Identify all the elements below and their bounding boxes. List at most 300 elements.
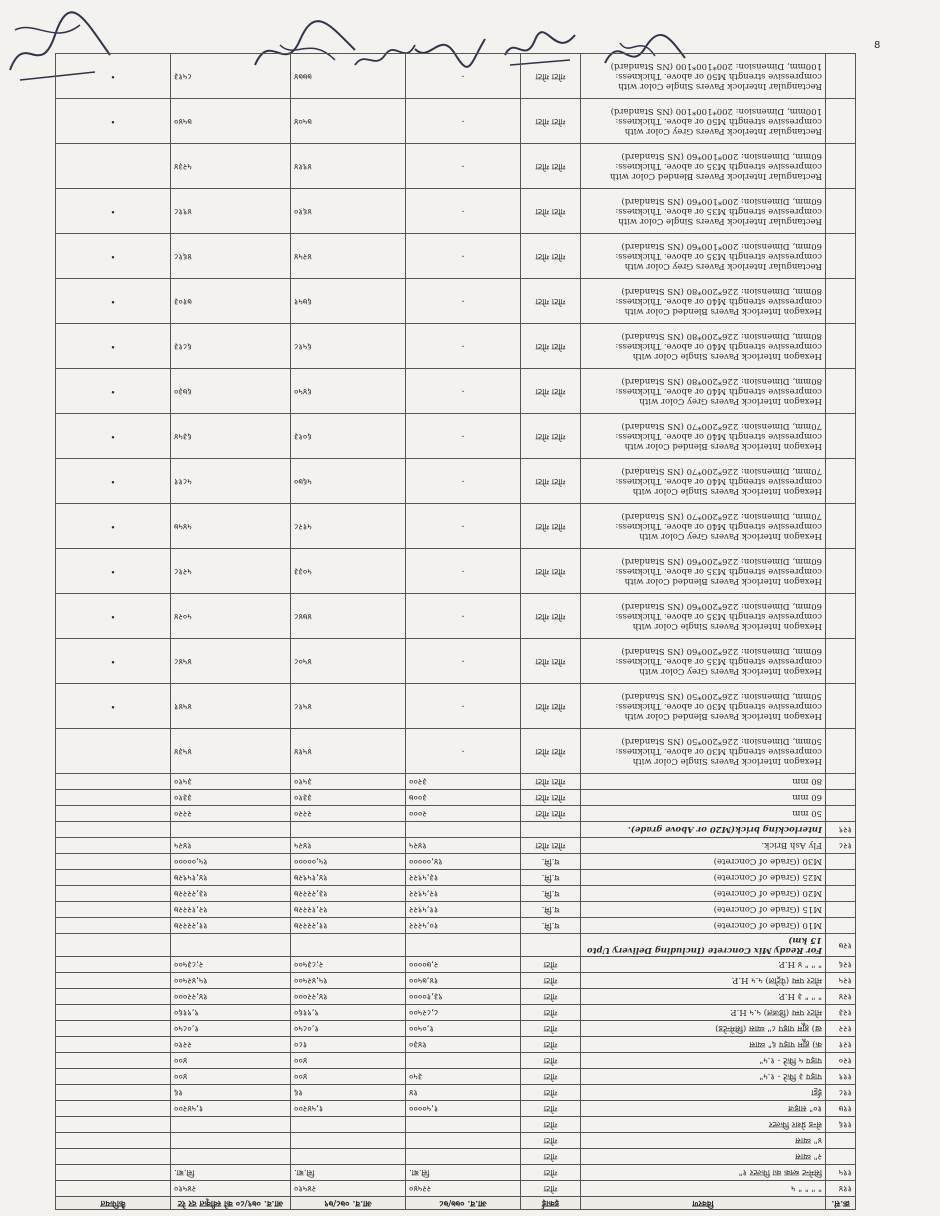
row-rate-2: २४५१० (291, 1180, 406, 1196)
table-row (56, 1148, 856, 1164)
row-rate-3: २२२० (171, 805, 291, 821)
row-desc: मोटर पम्प (डिजल) ५.५ H.P. (581, 1004, 826, 1020)
row-sn (826, 853, 856, 869)
row-unit: गोटा (521, 1132, 581, 1148)
row-rate-1: १३,५९२२ (406, 869, 521, 885)
row-desc: सेन्ड प्रेशर फिल्टर (581, 1116, 826, 1132)
row-rate-1: - (406, 98, 521, 143)
row-rate-3: ३५१० (171, 773, 291, 789)
table-row (56, 773, 856, 789)
row-sn (826, 917, 856, 933)
row-unit: गोटा गोटा (521, 368, 581, 413)
row-unit: घ.मि. (521, 917, 581, 933)
table-row (56, 837, 856, 853)
row-remarks: • (56, 503, 171, 548)
row-unit: गोटा गोटा (521, 837, 581, 853)
row-desc: " " " " ५ (581, 1180, 826, 1196)
row-unit: गोटा गोटा (521, 683, 581, 728)
row-sn: १२४ (826, 988, 856, 1004)
row-unit: गोटा (521, 1068, 581, 1084)
row-unit: गोटा गोटा (521, 593, 581, 638)
row-sn: १२३ (826, 1004, 856, 1020)
row-rate-1: - (406, 683, 521, 728)
row-desc: ईट्टा (581, 1084, 826, 1100)
row-desc: Rectangular Interlock Pavers Single Color with compressive strength M50 or above. Thickness: 100mm, Dimension: 200*100*100 (NS Standard) (581, 53, 826, 98)
row-remarks: • (56, 323, 171, 368)
row-sn (826, 413, 856, 458)
row-remarks (56, 1020, 171, 1036)
row-rate-2: ५६७० (291, 458, 406, 503)
row-desc: Hexagon Interlock Pavers Single Color with compressive strength M40 or above. Thickness: 70mm, Dimension: 226*200*70 (NS Standard) (581, 458, 826, 503)
row-rate-1: - (406, 188, 521, 233)
row-remarks (56, 1148, 171, 1164)
row-sn (826, 98, 856, 143)
row-remarks (56, 885, 171, 901)
row-rate-3 (171, 821, 291, 837)
row-rate-3: ५०२४ (171, 593, 291, 638)
rate-table-rotated (56, 60, 856, 1210)
row-remarks: • (56, 368, 171, 413)
row-rate-1 (406, 933, 521, 956)
row-remarks (56, 853, 171, 869)
row-rate-1: ९३,१०००० (406, 988, 521, 1004)
row-unit: घ.मि. (521, 869, 581, 885)
table-row (56, 1084, 856, 1100)
row-desc: क) ह्यूम पाइप ६" व्यास (581, 1036, 826, 1052)
row-unit (521, 933, 581, 956)
row-rate-3: ४५४१ (171, 683, 291, 728)
row-desc: २" व्यास (581, 1148, 826, 1164)
row-rate-3: ५२३४ (171, 143, 291, 188)
row-remarks (56, 1068, 171, 1084)
row-rate-1: २२५४० (406, 1180, 521, 1196)
row-remarks (56, 869, 171, 885)
table-row (56, 933, 856, 956)
row-rate-2: सि.बा. (291, 1164, 406, 1180)
row-rate-2: १५,००००० (291, 853, 406, 869)
row-sn (826, 188, 856, 233)
row-desc: पाइप ५ फिटे - १.५" (581, 1052, 826, 1068)
row-unit: घ.मि. (521, 901, 581, 917)
row-sn (826, 901, 856, 917)
row-sn: १२५ (826, 972, 856, 988)
row-rate-2 (291, 821, 406, 837)
paver-row (56, 143, 856, 188)
row-rate-1: १४,७५०० (406, 972, 521, 988)
table-row (56, 853, 856, 869)
row-remarks (56, 728, 171, 773)
row-rate-1: १,५०००० (406, 1100, 521, 1116)
row-sn (826, 503, 856, 548)
row-sn: ११६ (826, 1116, 856, 1132)
row-desc: Rectangular Interlock Pavers Grey Color with compressive strength M50 or above. Thickness: 100mm, Dimension: 200*100*100 (NS Standard) (581, 98, 826, 143)
row-rate-1: १४ (406, 1084, 521, 1100)
row-remarks (56, 917, 171, 933)
row-rate-2: २२२० (291, 805, 406, 821)
row-rate-2 (291, 1132, 406, 1148)
row-unit: गोटा (521, 1052, 581, 1068)
row-unit: गोटा गोटा (521, 143, 581, 188)
table-row (56, 1116, 856, 1132)
row-rate-2 (291, 1148, 406, 1164)
row-rate-1: १४,००००० (406, 853, 521, 869)
row-rate-2: ९,९१६० (291, 1004, 406, 1020)
paver-row (56, 278, 856, 323)
row-rate-1: १४३० (406, 1036, 521, 1052)
row-rate-2: ३५१० (291, 773, 406, 789)
row-sn: १२८ (826, 837, 856, 853)
row-rate-3: ४६१८ (171, 233, 291, 278)
row-rate-3: ४०० (171, 1068, 291, 1084)
row-rate-3: ७५४० (171, 98, 291, 143)
row-rate-2: ११,२२२२७ (291, 917, 406, 933)
row-remarks: • (56, 98, 171, 143)
row-rate-2: १५,४२५०० (291, 972, 406, 988)
row-rate-3: १४,१५९२७ (171, 869, 291, 885)
row-desc: 60 mm (581, 789, 826, 805)
row-rate-3: १५,४२५०० (171, 972, 291, 988)
row-desc: M20 (Grade of Concrete) (581, 885, 826, 901)
paver-row (56, 458, 856, 503)
row-unit: गोटा (521, 988, 581, 1004)
row-rate-3 (171, 1132, 291, 1148)
row-desc: पाइप ३ फिटे - १.५" (581, 1068, 826, 1084)
row-desc: M10 (Grade of Concrete) (581, 917, 826, 933)
table-row (56, 1180, 856, 1196)
row-desc: Hexagon Interlock Pavers Blended Color with compressive strength M30 or above. Thickness: 50mm, Dimension: 226*200*50 (NS Standard) (581, 683, 826, 728)
row-desc: ४" व्यास (581, 1132, 826, 1148)
row-rate-2: ४५१४ (291, 728, 406, 773)
paver-row (56, 728, 856, 773)
row-unit: गोटा गोटा (521, 98, 581, 143)
row-rate-1: - (406, 638, 521, 683)
row-rate-2: १६ (291, 1084, 406, 1100)
row-desc: Hexagon Interlock Pavers Single Color with compressive strength M35 or above. Thickness: 60mm, Dimension: 226*200*60 (NS Standard) (581, 593, 826, 638)
row-rate-2: ४५०८ (291, 638, 406, 683)
row-remarks (56, 1116, 171, 1132)
row-unit: गोटा गोटा (521, 503, 581, 548)
row-sn (826, 53, 856, 98)
row-rate-3 (171, 1116, 291, 1132)
row-remarks (56, 805, 171, 821)
row-rate-1: १,०५०० (406, 1020, 521, 1036)
header-remarks: कैफियत (56, 1196, 171, 1209)
row-remarks (56, 789, 171, 805)
row-remarks (56, 988, 171, 1004)
row-unit: गोटा गोटा (521, 805, 581, 821)
row-rate-1: - (406, 593, 521, 638)
row-unit: गोटा गोटा (521, 458, 581, 503)
paver-row (56, 98, 856, 143)
row-rate-1 (406, 1052, 521, 1068)
row-rate-3: १६ (171, 1084, 291, 1100)
row-unit: गोटा गोटा (521, 728, 581, 773)
row-rate-1: - (406, 728, 521, 773)
row-unit: घ.मि. (521, 853, 581, 869)
row-desc: Rectangular Interlock Pavers Blended Color with compressive strength M35 or above. Thickness: 60mm, Dimension: 200*100*60 (NS Standard) (581, 143, 826, 188)
table-row (56, 917, 856, 933)
row-unit: गोटा (521, 1100, 581, 1116)
paver-row (56, 638, 856, 683)
row-rate-1: ११,५९२२ (406, 901, 521, 917)
row-rate-1: २,७०००० (406, 956, 521, 972)
row-rate-1: - (406, 458, 521, 503)
row-rate-1: - (406, 368, 521, 413)
row-rate-2: ६५१८ (291, 323, 406, 368)
row-sn (826, 278, 856, 323)
row-sn (826, 869, 856, 885)
row-rate-3: ५४५७ (171, 503, 291, 548)
row-unit: गोटा गोटा (521, 233, 581, 278)
row-desc: M25 (Grade of Concrete) (581, 869, 826, 885)
row-sn: १२२ (826, 1020, 856, 1036)
row-remarks (56, 1164, 171, 1180)
row-sn (826, 789, 856, 805)
row-rate-2: १,५४२०० (291, 1100, 406, 1116)
row-rate-3: ५८११ (171, 458, 291, 503)
row-desc: Hexagon Interlock Pavers Blended Color with compressive strength M40 or above. Thickness: 70mm, Dimension: 226*200*70 (NS Standard) (581, 413, 826, 458)
row-remarks (56, 1036, 171, 1052)
row-rate-1: ८,८२५०० (406, 1004, 521, 1020)
row-rate-2: ५०३३ (291, 548, 406, 593)
row-desc: Fly Ash Brick. (581, 837, 826, 853)
row-remarks: • (56, 593, 171, 638)
row-rate-2: ६०१३ (291, 413, 406, 458)
row-unit: गोटा गोटा (521, 53, 581, 98)
row-rate-3: १५,००००० (171, 853, 291, 869)
row-rate-3: १,५४२०० (171, 1100, 291, 1116)
row-remarks (56, 773, 171, 789)
row-sn (826, 885, 856, 901)
row-rate-3: १४२५ (171, 837, 291, 853)
row-sn (826, 1148, 856, 1164)
row-remarks: • (56, 233, 171, 278)
row-desc: M15 (Grade of Concrete) (581, 901, 826, 917)
row-desc: " " " ४ H.P. (581, 956, 826, 972)
table-row (56, 1132, 856, 1148)
table-header-row (56, 1196, 856, 1209)
row-desc: Hexagon Interlock Pavers Blended Color with compressive strength M35 or above. Thickness: 60mm, Dimension: 226*200*60 (NS Standard) (581, 548, 826, 593)
table-row (56, 1004, 856, 1020)
row-rate-3: १,०८५० (171, 1020, 291, 1036)
row-unit: घ.मि. (521, 885, 581, 901)
row-rate-1 (406, 1148, 521, 1164)
table-row (56, 1100, 856, 1116)
row-rate-3: ६३५४ (171, 413, 291, 458)
row-rate-2: ४०० (291, 1068, 406, 1084)
row-rate-3: ३३१० (171, 789, 291, 805)
row-unit: गोटा गोटा (521, 638, 581, 683)
row-rate-3: ५२१८ (171, 548, 291, 593)
row-rate-3: ६८१३ (171, 323, 291, 368)
table-body (56, 53, 856, 1196)
page-number: 8 (874, 40, 881, 51)
row-remarks (56, 1132, 171, 1148)
row-rate-3: ११,२२२२७ (171, 917, 291, 933)
table-row (56, 869, 856, 885)
row-rate-1: ३५० (406, 1068, 521, 1084)
row-remarks (56, 821, 171, 837)
row-sn (826, 1132, 856, 1148)
row-unit: गोटा (521, 956, 581, 972)
row-unit: गोटा गोटा (521, 323, 581, 368)
row-rate-1: - (406, 323, 521, 368)
paver-row (56, 323, 856, 368)
row-sn: १२१ (826, 1036, 856, 1052)
row-unit: गोटा (521, 1020, 581, 1036)
row-rate-2: १,०८५० (291, 1020, 406, 1036)
row-unit: गोटा गोटा (521, 773, 581, 789)
paver-row (56, 683, 856, 728)
row-rate-1 (406, 1132, 521, 1148)
row-desc: Hexagon Interlock Pavers Single Color with compressive strength M40 or above. Thickness: 80mm, Dimension: 226*200*80 (NS Standard) (581, 323, 826, 368)
row-sn: ११८ (826, 1084, 856, 1100)
row-rate-1: - (406, 548, 521, 593)
row-rate-2: ४७४८ (291, 593, 406, 638)
row-sn: ११७ (826, 1100, 856, 1116)
row-desc: Hexagon Interlock Pavers Single Color with compressive strength M30 or above. Thickness: 50mm, Dimension: 226*200*50 (NS Standard) (581, 728, 826, 773)
table-row (56, 1164, 856, 1180)
header-rate-1: आ.व. ०७७/७८ (406, 1196, 521, 1209)
row-unit: गोटा (521, 1148, 581, 1164)
row-sn (826, 773, 856, 789)
row-rate-1 (406, 821, 521, 837)
row-remarks (56, 901, 171, 917)
row-sn: १२६ (826, 956, 856, 972)
row-rate-1: २००० (406, 805, 521, 821)
header-desc: विवरण (581, 1196, 826, 1209)
row-rate-3: १३,२२२२७ (171, 885, 291, 901)
row-rate-2: ४२५४ (291, 233, 406, 278)
row-rate-3: सि.बा. (171, 1164, 291, 1180)
row-desc: 50 mm (581, 805, 826, 821)
row-rate-2: २,८३५०० (291, 956, 406, 972)
row-unit: गोटा (521, 1084, 581, 1100)
row-rate-3 (171, 933, 291, 956)
row-desc: For Ready Mix Concrete (Including Delivery Upto 15 km) (581, 933, 826, 956)
row-remarks (56, 1100, 171, 1116)
row-unit: गोटा (521, 1004, 581, 1020)
row-rate-2: १४,१५९२७ (291, 869, 406, 885)
row-desc: Rectangular Interlock Pavers Grey Color with compressive strength M35 or above. Thickness: 60mm, Dimension: 200*100*60 (NS Standard) (581, 233, 826, 278)
row-rate-2: ३३१० (291, 789, 406, 805)
row-rate-1: - (406, 143, 521, 188)
row-rate-3: १२,१२२२७ (171, 901, 291, 917)
row-desc: सिमेन्ट ब्लक का फिल्टर १" (581, 1164, 826, 1180)
row-rate-3: ९,९१६० (171, 1004, 291, 1020)
row-unit: गोटा गोटा (521, 413, 581, 458)
row-rate-1: - (406, 503, 521, 548)
row-rate-3: २,८३५०० (171, 956, 291, 972)
paver-row (56, 233, 856, 278)
row-desc: ख) ह्यूम पाइप ८" व्यास (सिमेन्टेड) (581, 1020, 826, 1036)
row-rate-1: १०,५२२२ (406, 917, 521, 933)
row-rate-1: ३२०० (406, 773, 521, 789)
table-row (56, 885, 856, 901)
row-rate-1: - (406, 413, 521, 458)
row-sn: ११९ (826, 1068, 856, 1084)
table-row (56, 972, 856, 988)
row-rate-3 (171, 1148, 291, 1164)
paver-row (56, 593, 856, 638)
row-sn: १२० (826, 1052, 856, 1068)
row-remarks: • (56, 548, 171, 593)
row-rate-2 (291, 1116, 406, 1132)
row-remarks: • (56, 53, 171, 98)
row-remarks (56, 837, 171, 853)
table-row (56, 821, 856, 837)
row-unit (521, 821, 581, 837)
row-sn (826, 458, 856, 503)
paver-row (56, 548, 856, 593)
row-unit: गोटा (521, 1164, 581, 1180)
row-desc: Rectangular Interlock Pavers Single Color with compressive strength M35 or above. Thickness: 60mm, Dimension: 200*100*60 (NS Standard) (581, 188, 826, 233)
row-unit: गोटा गोटा (521, 278, 581, 323)
table-row (56, 789, 856, 805)
row-remarks (56, 143, 171, 188)
row-sn (826, 593, 856, 638)
row-sn (826, 683, 856, 728)
row-rate-2: ४०० (291, 1052, 406, 1068)
table-row (56, 901, 856, 917)
row-unit: गोटा (521, 1180, 581, 1196)
row-sn: ११५ (826, 1164, 856, 1180)
row-rate-2: ४९१४ (291, 143, 406, 188)
row-sn (826, 638, 856, 683)
row-rate-2: १४,२२००० (291, 988, 406, 1004)
row-desc: Hexagon Interlock Pavers Blended Color with compressive strength M40 or above. Thickness: 80mm, Dimension: 226*200*80 (NS Standard) (581, 278, 826, 323)
row-rate-2 (291, 933, 406, 956)
row-rate-1: - (406, 233, 521, 278)
header-rate-2: आ.व. ०७८/७९ (291, 1196, 406, 1209)
row-unit: गोटा (521, 1116, 581, 1132)
row-desc: Hexagon Interlock Pavers Grey Color with compressive strength M40 or above. Thickness: 80mm, Dimension: 226*200*80 (NS Standard) (581, 368, 826, 413)
row-sn (826, 805, 856, 821)
row-rate-1: - (406, 53, 521, 98)
row-rate-1 (406, 1116, 521, 1132)
row-remarks (56, 1004, 171, 1020)
table-row (56, 956, 856, 972)
row-sn (826, 233, 856, 278)
table-row (56, 1020, 856, 1036)
paver-row (56, 503, 856, 548)
row-remarks: • (56, 278, 171, 323)
row-rate-1: सि.बा. (406, 1164, 521, 1180)
row-remarks (56, 1180, 171, 1196)
table-row (56, 1068, 856, 1084)
header-rate-3: आ.व. ०७९/८० को स्वीकृत दर रेट (171, 1196, 291, 1209)
row-remarks (56, 1052, 171, 1068)
row-rate-2: १३,२२२२७ (291, 885, 406, 901)
row-desc: Interlocking brick(M20 or Above grade). (581, 821, 826, 837)
row-sn (826, 728, 856, 773)
row-desc: Hexagon Interlock Pavers Grey Color with compressive strength M35 or above. Thickness: 60mm, Dimension: 226*200*60 (NS Standard) (581, 638, 826, 683)
row-rate-1: १२,५९२२ (406, 885, 521, 901)
row-desc: मोटर पम्प (पेट्रोल) ५.५ H.P. (581, 972, 826, 988)
row-rate-2: १४२५ (291, 837, 406, 853)
row-rate-3: ४०० (171, 1052, 291, 1068)
table-row (56, 1052, 856, 1068)
row-remarks: • (56, 413, 171, 458)
row-rate-2: ४६१० (291, 188, 406, 233)
row-unit: गोटा गोटा (521, 548, 581, 593)
row-rate-3: ७१०३ (171, 278, 291, 323)
row-desc: १०" साइज (581, 1100, 826, 1116)
paver-row (56, 188, 856, 233)
row-remarks (56, 1084, 171, 1100)
table-row (56, 988, 856, 1004)
row-unit: गोटा गोटा (521, 188, 581, 233)
